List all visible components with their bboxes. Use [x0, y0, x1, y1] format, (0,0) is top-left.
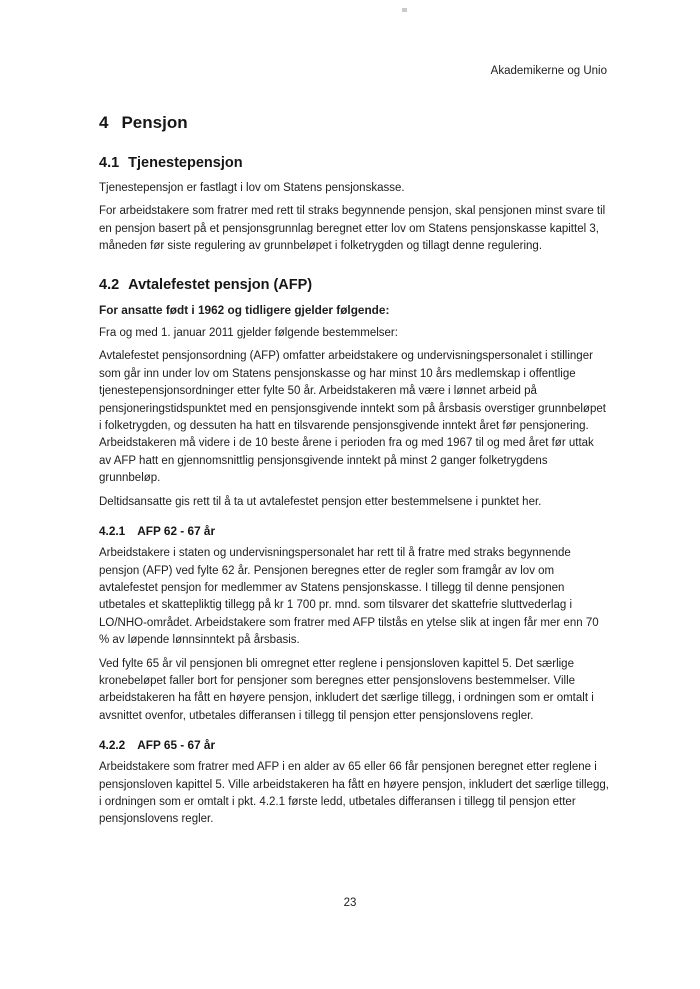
heading-number: 4.2 — [99, 276, 120, 293]
heading-afp-65-67 — [99, 738, 609, 753]
heading-number: 4.1 — [99, 155, 120, 171]
heading-afp-62-67 — [99, 524, 609, 539]
heading-tjenestepensjon — [99, 154, 609, 173]
paragraph-tjenestepensjon-intro: Tjenestepensjon er fastlagt i lov om Statens pensjonskasse. — [99, 182, 405, 194]
paragraph-afp65-rules: Arbeidstakere som fratrer med AFP i en alder av 65 eller 66 får pensjonen beregnet etter reglene i pensjonsloven kapittel 5. Ville arbeidstakeren ha fått en høyere pensjon, inkludert det særlige tillegg, i ordningen som er omtalt i pkt. 4.2.1 første ledd, utbetales differansen i tillegg til pensjon etter pensjonslovens regler. — [99, 761, 609, 826]
paragraph-afp-effective-date: Fra og med 1. januar 2011 gjelder følgende bestemmelser: — [99, 327, 398, 340]
paragraph-afp62-rules: Arbeidstakere i staten og undervisningspersonalet har rett til å fratre med straks begynnende pensjon (AFP) ved fylte 62 år. Pensjonen beregnes etter de regler som framgår av lov om avtalefestet pensjon for medlemmer av Statens pensjonskasse. I tillegg til denne pensjonen utbetales et skattepliktig tillegg på kr 1 700 pr. mnd. som tilsvarer det skattefrie sluttvederlag i LO/NHO-området. Arbeidstakere som fratrer med AFP tilstås en ytelse slik at ingen får mer enn 70 % av løpende lønnsinntekt på årsbasis. — [99, 547, 599, 647]
heading-title: Avtalefestet pensjon (AFP) — [128, 276, 313, 293]
page-header — [99, 64, 607, 79]
scan-artifact — [402, 8, 407, 12]
paragraph-afp-parttime: Deltidsansatte gis rett til å ta ut avtalefestet pensjon etter bestemmelsene i punktet her. — [99, 495, 542, 508]
heading-title: AFP 65 - 67 år — [137, 738, 216, 753]
paragraph-afp-conditions: Avtalefestet pensjonsordning (AFP) omfatter arbeidstakere og undervisningspersonalet i stillinger som går inn under lov om Statens pensjonskasse og har minst 10 års medlemskap i offentlige tjenestepensjonsordninger etter fylte 50 år. Arbeidstakeren må være i lønnet arbeid på pensjoneringstidspunktet med en pensjonsgivende inntekt som på årsbasis overstiger grunnbeløpet i folketrygden, og dessuten ha hatt en tilsvarende pensjonsgivende inntekt året før pensjonering. Arbeidstakeren må videre i de 10 beste årene i perioden fra og med 1967 til og med året før uttak av AFP hatt en gjennomsnittlig pensjonsgivende inntekt på minst 2 ganger folketrygdens grunnbeløp. — [99, 350, 606, 485]
heading-pensjon — [99, 112, 609, 134]
heading-number: 4.2.1 — [99, 524, 126, 539]
heading-number: 4 — [99, 113, 109, 132]
page-footer — [0, 896, 700, 911]
document-content — [99, 112, 609, 835]
heading-title: Pensjon — [121, 113, 188, 132]
paragraph-afp-lead: For ansatte født i 1962 og tidligere gjelder følgende: — [99, 302, 390, 317]
heading-afp — [99, 276, 609, 295]
heading-number: 4.2.2 — [99, 738, 126, 753]
paragraph-tjenestepensjon-detail: For arbeidstakere som fratrer med rett til straks begynnende pensjon, skal pensjonen minst svare til en pensjon basert på et pensjonsgrunnlag beregnet etter lov om Statens pensjonskasse kapittel 3, måneden før siste regulering av grunnbeløpet i folketrygden og tillagt denne regulering. — [99, 205, 606, 253]
header-org-text: Akademikerne og Unio — [490, 65, 607, 77]
paragraph-afp62-recalculation: Ved fylte 65 år vil pensjonen bli omregnet etter reglene i pensjonsloven kapittel 5. Det særlige kronebeløpet faller bort for pensjoner som beregnes etter pensjonslovens bestemmelser. Ville arbeidstakeren ha fått en høyere pensjon, inkludert det særlige tillegg, i ordningen som er omtalt i avsnittet ovenfor, utbetales differansen i tillegg til pensjon etter pensjonslovens regler. — [99, 657, 594, 722]
heading-title: Tjenestepensjon — [128, 155, 243, 171]
page-number: 23 — [343, 897, 357, 909]
heading-title: AFP 62 - 67 år — [137, 524, 216, 539]
